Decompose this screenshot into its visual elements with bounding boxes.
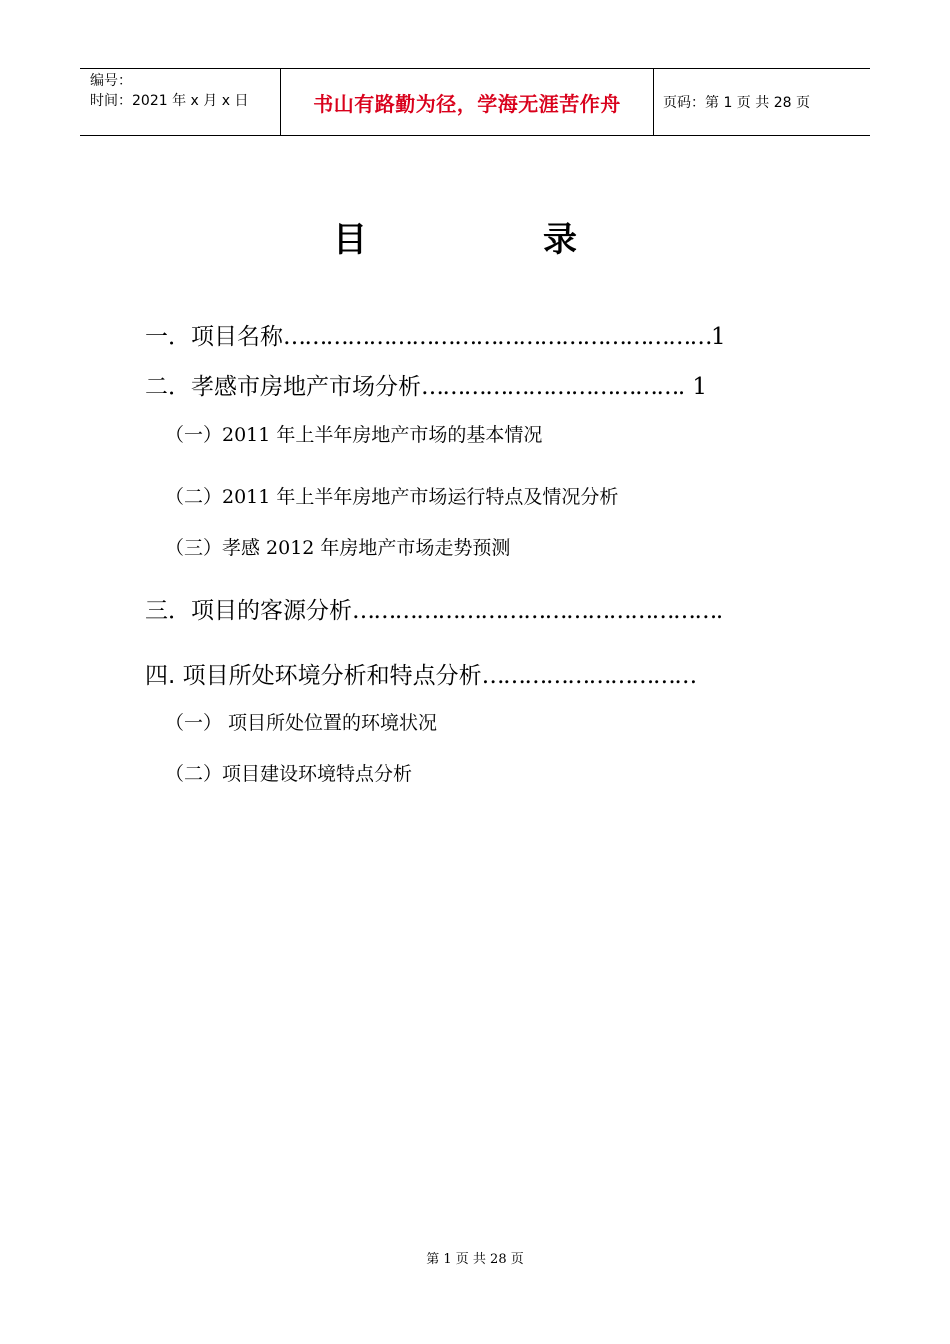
time-label: 时间：2021 年 x 月 x 日 (90, 93, 249, 109)
toc-subentry[interactable] (165, 708, 437, 735)
toc-subentry-text: （一）2011 年上半年房地产市场的基本情况 (165, 424, 543, 446)
number-label: 编号： (90, 73, 132, 89)
toc-entry[interactable] (145, 657, 696, 690)
toc-subentry[interactable] (165, 420, 542, 447)
toc-subentry[interactable] (165, 533, 510, 560)
toc-entry[interactable] (145, 368, 707, 401)
toc-entry-text: 三．项目的客源分析 (145, 598, 352, 624)
header-meta (80, 69, 281, 135)
title-char-2: 录 (543, 220, 577, 260)
toc-entry-dots: …………………………………………… (352, 598, 716, 624)
toc-entry-text: 四. 项目所处环境分析和特点分析 (145, 663, 482, 689)
toc-subentry[interactable] (165, 482, 618, 509)
toc-subentry[interactable] (165, 759, 412, 786)
toc-entry-dots: …………………………………………………… (283, 324, 712, 350)
toc-subentry-text: （三）孝感 2012 年房地产市场走势预测 (165, 537, 511, 559)
toc-entry-page: 1 (711, 324, 726, 350)
toc-subentry-text: （二）项目建设环境特点分析 (165, 763, 413, 785)
toc-entry-text: 二．孝感市房地产市场分析 (145, 374, 421, 400)
page-header (80, 68, 870, 136)
toc-entry-page: . (715, 598, 724, 624)
header-page-info: 页码：第 1 页 共 28 页 (663, 95, 810, 111)
toc-entry-dots: ……………………………… (421, 374, 678, 400)
title-char-1: 目 (333, 220, 367, 260)
toc-entry[interactable] (145, 592, 723, 625)
toc-subentry-text: （二）2011 年上半年房地产市场运行特点及情况分析 (165, 486, 619, 508)
toc-entry-dots: ………………………… (481, 663, 696, 689)
toc-entry-page: . 1 (677, 374, 708, 400)
toc-subentry-text: （一） 项目所处位置的环境状况 (165, 712, 438, 734)
page-footer: 第 1 页 共 28 页 (426, 1252, 524, 1267)
toc-entry[interactable] (145, 318, 726, 351)
toc-entry-text: 一．项目名称 (145, 324, 283, 350)
header-motto: 书山有路勤为径，学海无涯苦作舟 (281, 69, 654, 135)
